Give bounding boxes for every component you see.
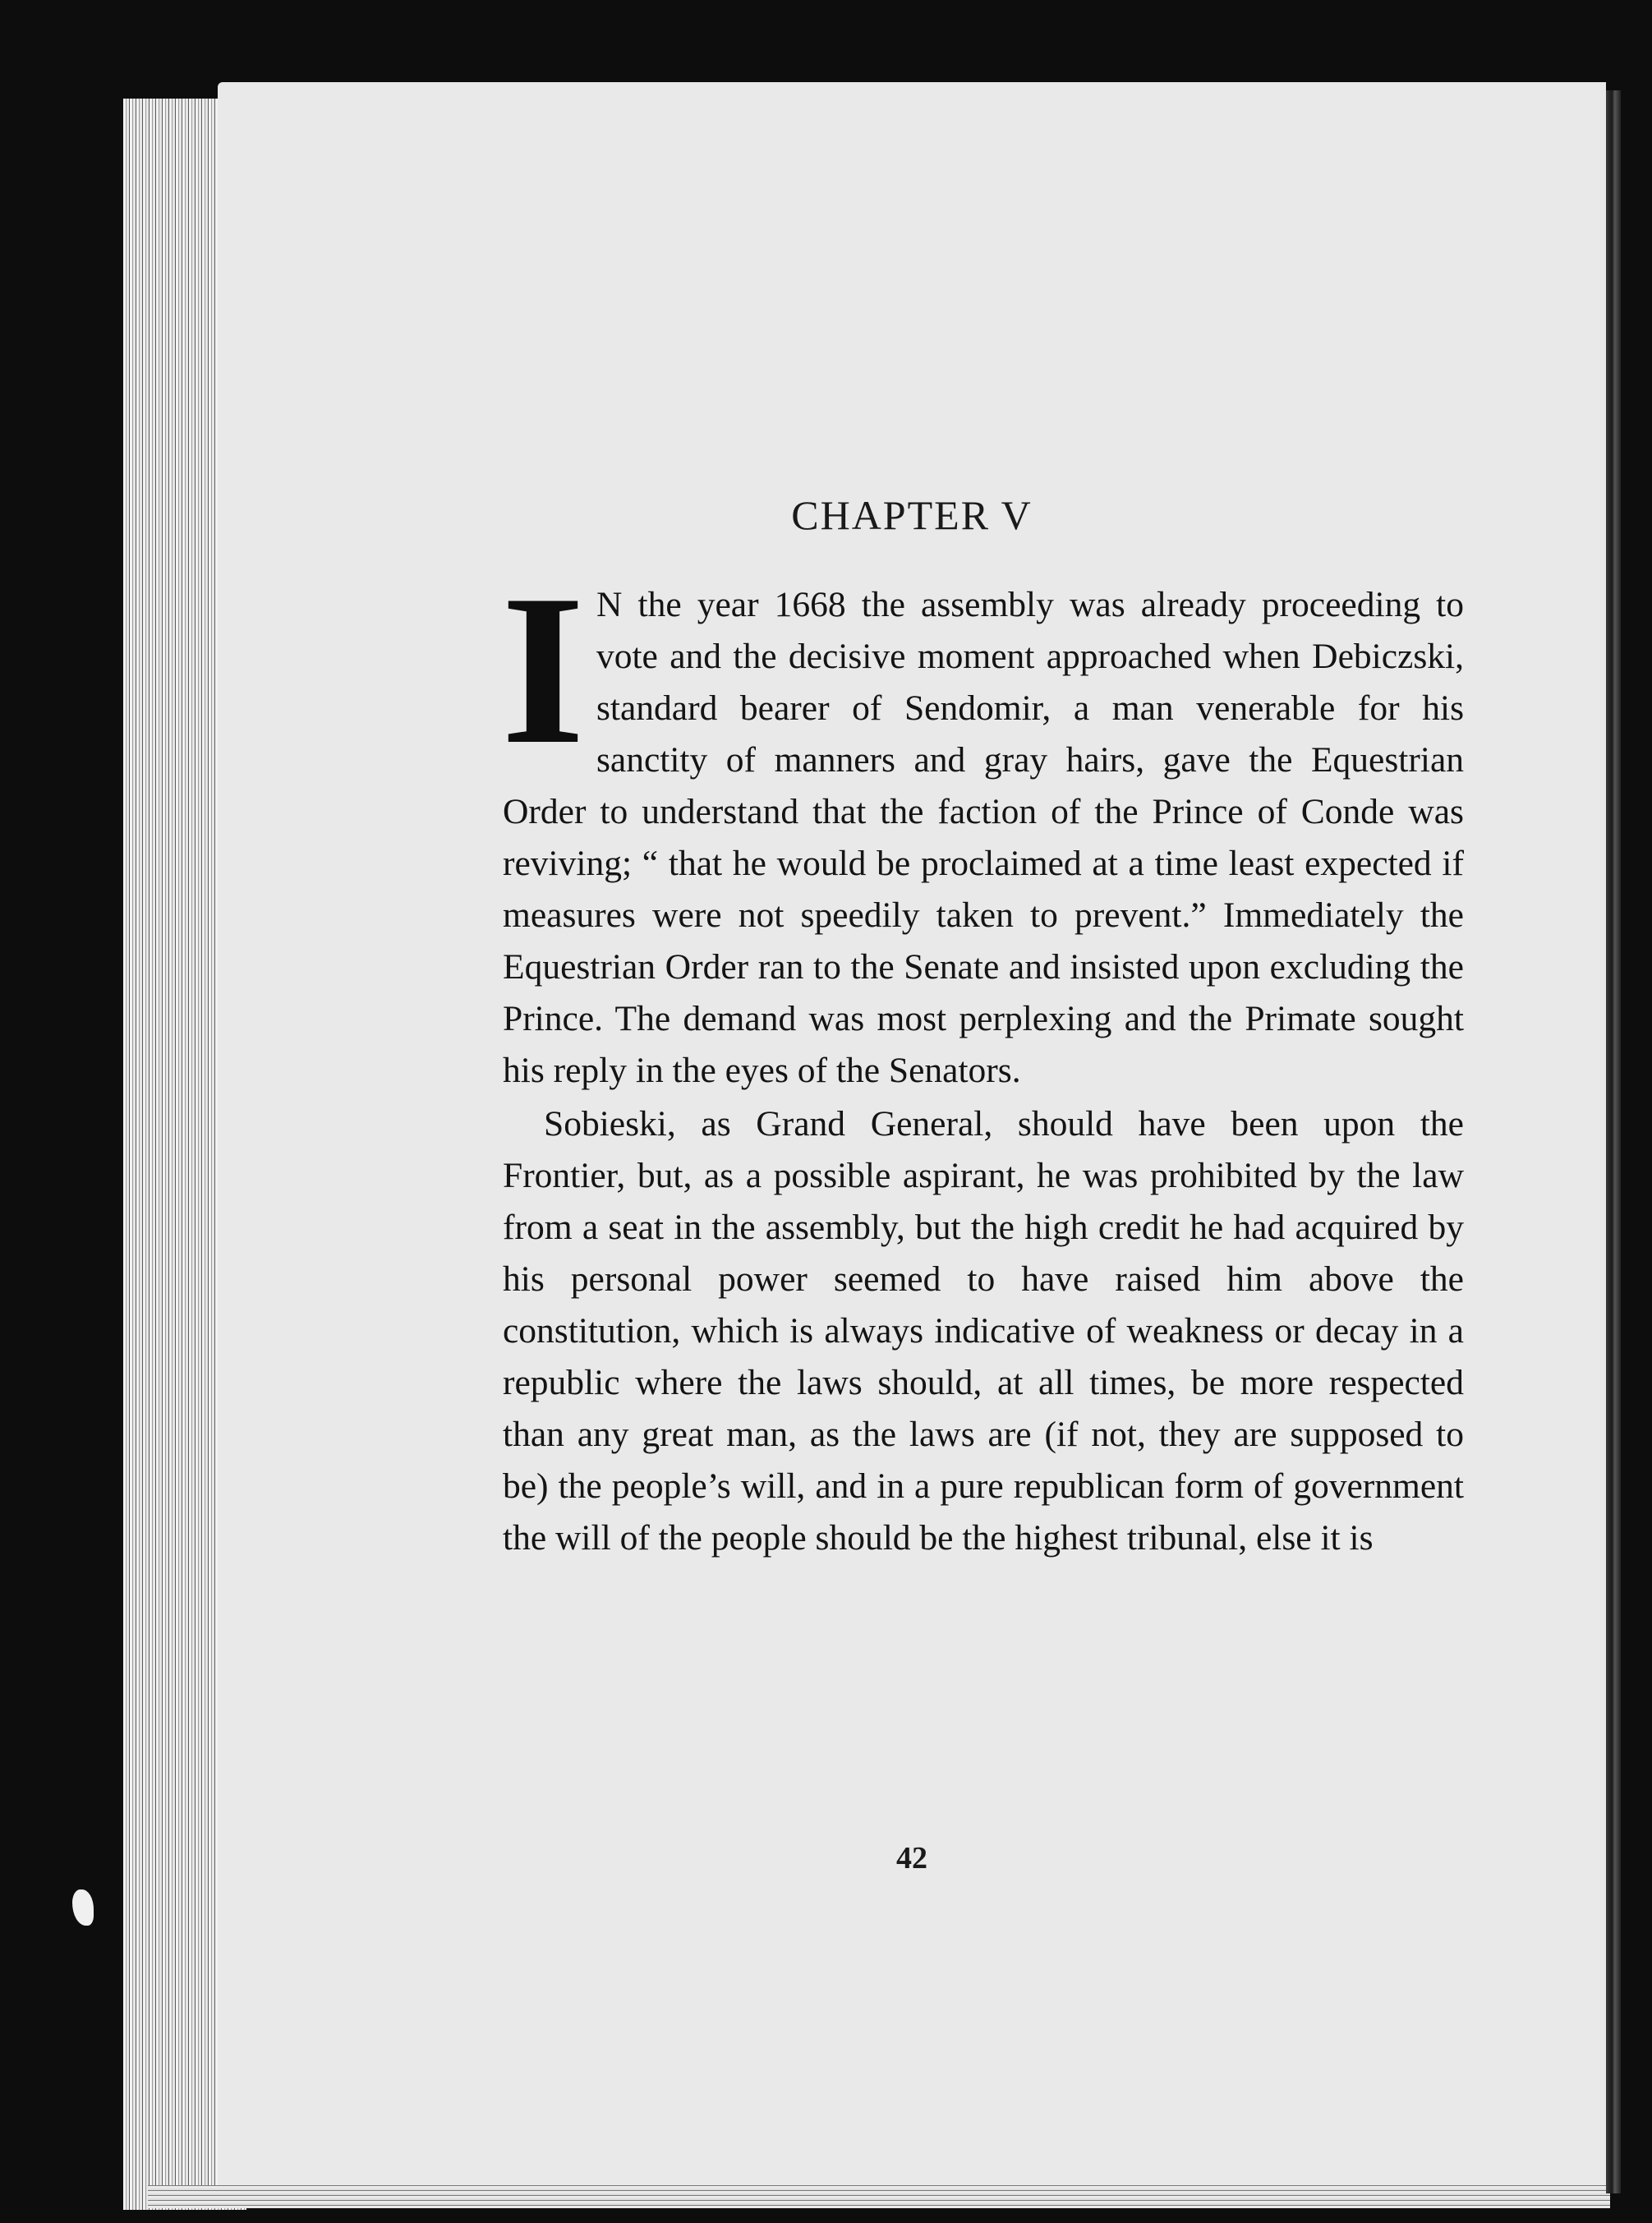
book-gutter-right bbox=[1606, 90, 1621, 2193]
book-page-edges-bottom bbox=[148, 2185, 1610, 2208]
drop-cap: I bbox=[501, 550, 585, 789]
page-number: 42 bbox=[896, 1841, 927, 1876]
paragraph-1-text: N the year 1668 the assembly was already proceeding to vote and the decisive moment approached when Debiczski, standard bearer of Sendomir, a man venerable for his sanctity of manners and gray hairs, gave the Equestrian Order to understand that the faction of the Prince of Conde was reviving; “ that he would be proclaimed at a time least expected if measures were not speedily taken to prevent.” Immediately the Equestrian Order ran to the Senate and insisted upon excluding the Prince. The demand was most perplexing and the Primate sought his reply in the eyes of the Senators. bbox=[503, 585, 1464, 1090]
paragraph-1 bbox=[501, 550, 1464, 1097]
paragraph-2-text: Sobieski, as Grand General, should have been upon the Frontier, but, as a possible aspirant, he was prohibited by the law from a seat in the assembly, but the high credit he had acquired by his personal power seemed to have raised him above the constitution, which is always indicative of weakness or decay in a republic where the laws should, at all times, be more respected than any great man, as the laws are (if not, they are supposed to be) the people’s will, and in a pure republican form of government the will of the people should be the highest tribunal, else it is bbox=[503, 1104, 1464, 1558]
paragraph-2 bbox=[503, 1098, 1464, 1564]
chapter-title: CHAPTER V bbox=[791, 492, 1033, 538]
chapter-body bbox=[501, 550, 1464, 1564]
